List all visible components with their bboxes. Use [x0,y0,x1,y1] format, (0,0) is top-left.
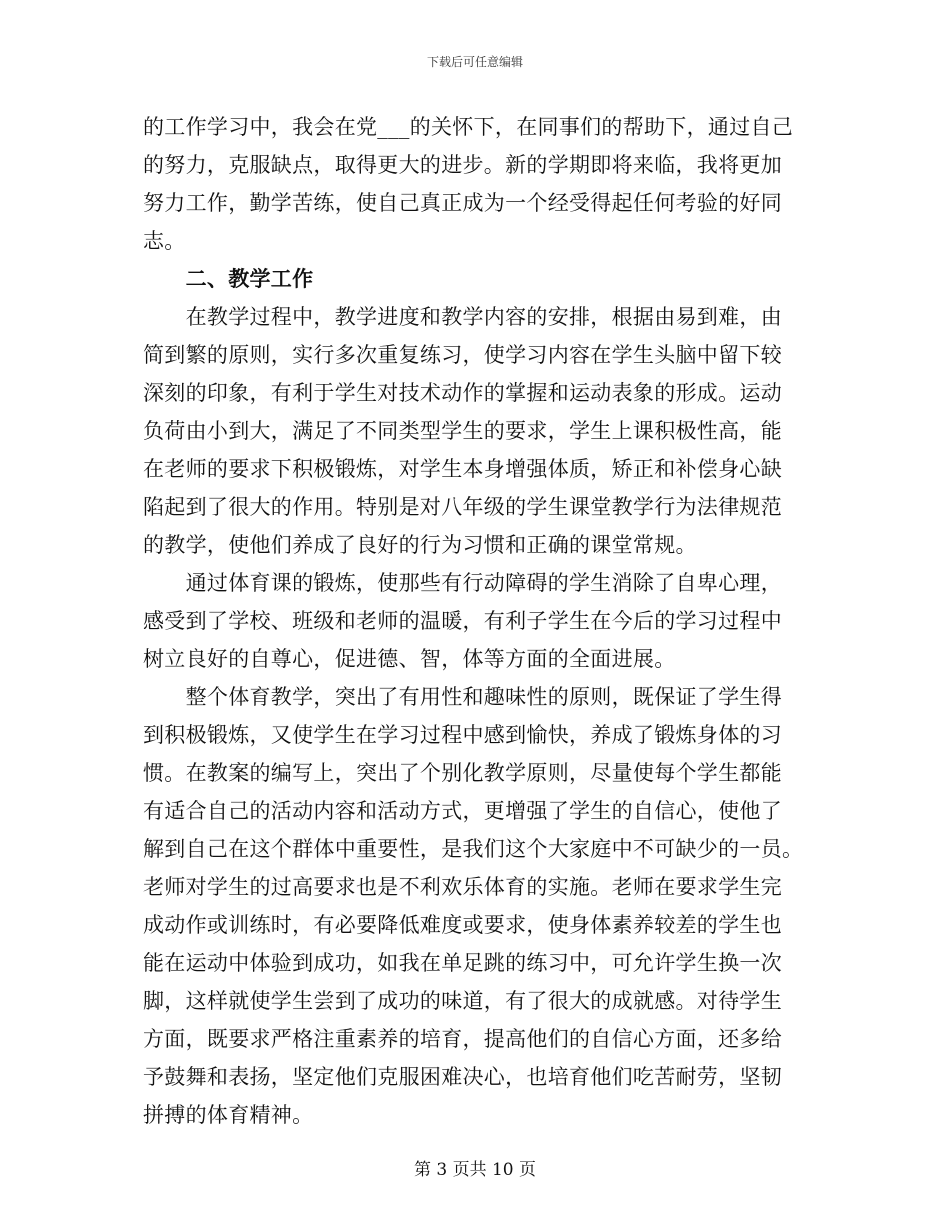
text-line: 树立良好的自尊心，促进德、智，体等方面的全面进展。 [143,647,676,671]
text-line: 感受到了学校、班级和老师的温暖，有利子学生在今后的学习过程中 [143,609,782,633]
text-line: 予鼓舞和表扬，坚定他们克服困难决心，也培育他们吃苦耐劳，坚韧 [143,1065,782,1089]
text-line: 能在运动中体验到成功，如我在单足跳的练习中，可允许学生换一次 [143,951,782,975]
text-line: 的努力，克服缺点，取得更大的进步。新的学期即将来临，我将更加 [143,153,782,177]
text-line: 在教学过程中，教学进度和教学内容的安排，根据由易到难，由 [143,305,782,329]
text-line: 通过体育课的锻炼，使那些有行动障碍的学生消除了自卑心理， [143,571,782,595]
page-number: 第 3 页共 10 页 [413,1160,537,1180]
text-line: 成动作或训练时，有必要降低难度或要求，使身体素养较差的学生也 [143,913,782,937]
text-line: 在老师的要求下积极锻炼，对学生本身增强体质，矫正和补偿身心缺 [143,457,782,481]
text-line: 的工作学习中，我会在党___的关怀下，在同事们的帮助下，通过自己 [143,115,794,139]
text-line: 负荷由小到大，满足了不同类型学生的要求，学生上课积极性高，能 [143,419,782,443]
text-line: 整个体育教学，突出了有用性和趣味性的原则，既保证了学生得 [143,685,782,709]
text-line: 深刻的印象，有利于学生对技术动作的掌握和运动表象的形成。运动 [143,381,782,405]
text-line: 老师对学生的过高要求也是不利欢乐体育的实施。老师在要求学生完 [143,875,782,899]
text-line: 方面，既要求严格注重素养的培育，提高他们的自信心方面，还多给 [143,1027,782,1051]
text-line: 到积极锻炼，又使学生在学习过程中感到愉快，养成了锻炼身体的习 [143,723,782,747]
text-line: 陷起到了很大的作用。特别是对八年级的学生课堂教学行为法律规范 [143,495,782,519]
document-body [143,108,807,1134]
text-line: 脚，这样就使学生尝到了成功的味道，有了很大的成就感。对待学生 [143,989,782,1013]
header-note: 下载后可任意编辑 [426,55,523,69]
text-line: 努力工作，勤学苦练，使自己真正成为一个经受得起任何考验的好同 [143,191,782,215]
text-line: 志。 [143,229,186,253]
text-line: 简到繁的原则，实行多次重复练习，使学习内容在学生头脑中留下较 [143,343,782,367]
text-line: 惯。在教案的编写上，突出了个别化教学原则，尽量使每个学生都能 [143,761,782,785]
text-line: 的教学，使他们养成了良好的行为习惯和正确的课堂常规。 [143,533,697,557]
text-line: 解到自己在这个群体中重要性，是我们这个大家庭中不可缺少的一员。 [143,837,804,861]
text-line: 有适合自己的活动内容和活动方式，更增强了学生的自信心，使他了 [143,799,782,823]
section-heading: 二、教学工作 [143,267,314,291]
text-line: 拼搏的体育精神。 [143,1103,314,1127]
